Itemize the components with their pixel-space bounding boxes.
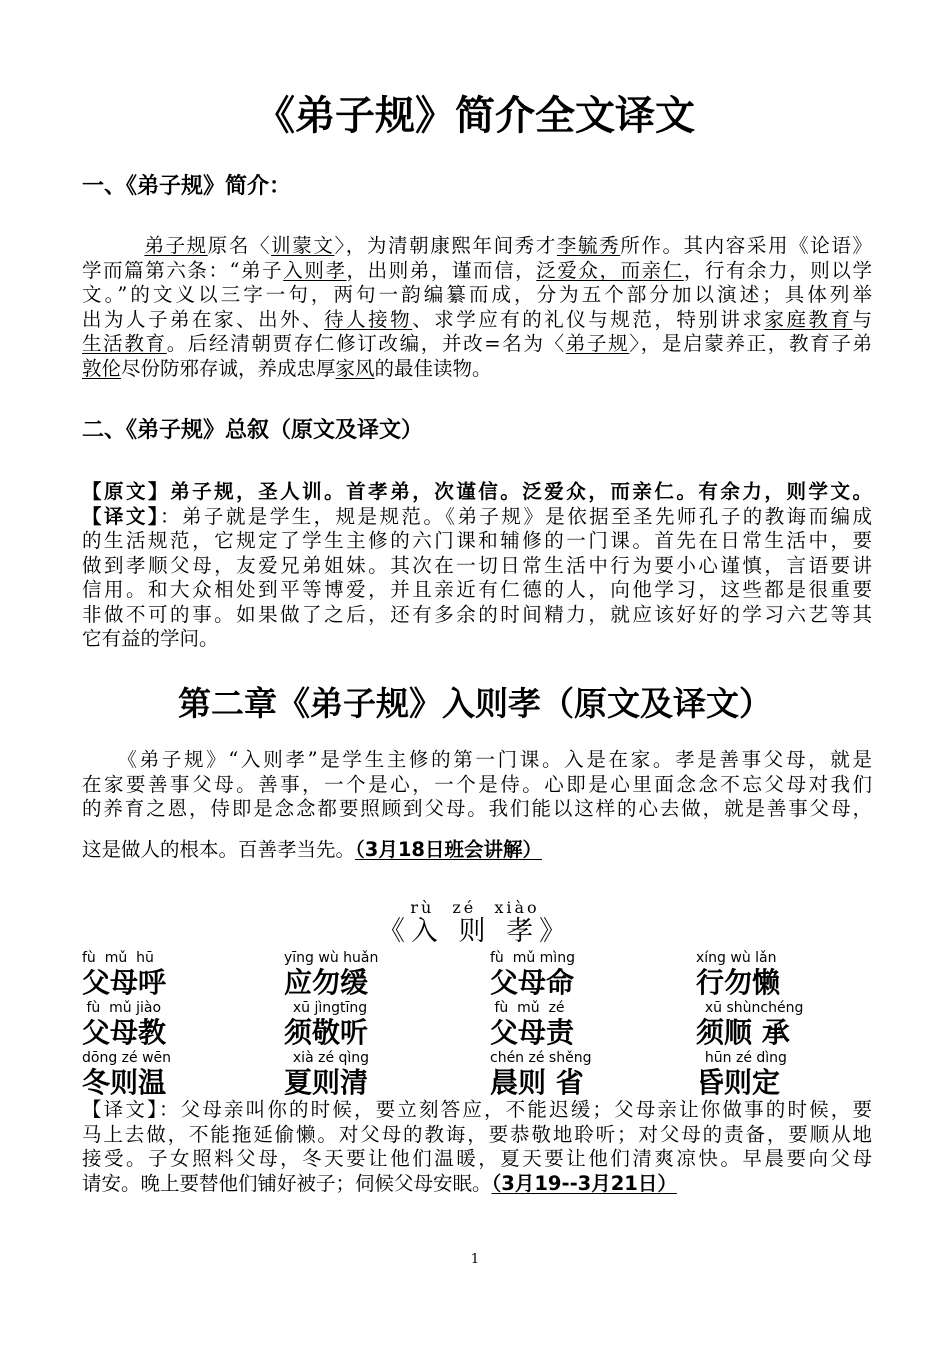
phrase-characters: 父母教 <box>82 1016 167 1049</box>
underlined-term: 待人接物 <box>324 307 413 331</box>
chapter-intro-last-line <box>82 838 872 863</box>
phrase-characters: 冬则温 <box>82 1066 167 1099</box>
underlined-term: 家庭教育 <box>764 307 853 331</box>
original-label: 【原文】 <box>82 480 171 503</box>
intro-line <box>82 308 872 333</box>
intro-line <box>82 283 872 308</box>
intro-line <box>82 332 872 357</box>
translation-line <box>82 1172 872 1197</box>
intro-text: 〉，是启蒙养正，教育子弟 <box>629 332 872 355</box>
phrase-pinyin: chén zé shěng <box>490 1050 592 1066</box>
poem-phrase <box>490 1050 640 1100</box>
translation-line: 的生活规范，它规定了学生主修的六门课和辅修的一门课。首先在日常生活中，要 <box>82 529 872 552</box>
phrase-pinyin: fù mǔ hū <box>82 950 154 966</box>
intro-line <box>82 234 872 259</box>
phrase-characters: 昏则定 <box>696 1066 781 1099</box>
original-text-line <box>82 480 872 505</box>
page-number: 1 <box>470 1252 480 1267</box>
poem-phrase <box>490 950 640 1000</box>
intro-text: ，行有余力，则以学 <box>683 258 872 282</box>
poem-phrase <box>82 950 232 1000</box>
poem-phrase <box>490 1000 640 1050</box>
translation-line: 它有益的学问。 <box>82 627 219 650</box>
poem-title-pinyin: rù zé xiào <box>410 898 540 917</box>
poem-phrase <box>82 1050 232 1100</box>
phrase-characters: 行勿懒 <box>696 966 781 999</box>
document-title: 《弟子规》简介全文译文 <box>255 93 695 139</box>
translation-line <box>82 1098 872 1123</box>
underlined-term: 训蒙文 <box>271 234 335 257</box>
intro-line <box>82 259 872 284</box>
poem-phrase <box>696 950 846 1000</box>
intro-line <box>82 357 872 382</box>
underlined-term: 李毓秀 <box>556 234 621 257</box>
translation-label: 【译文】 <box>82 1098 159 1121</box>
phrase-pinyin: fù mǔ zé <box>490 1000 565 1016</box>
poem-title: 《入 则 孝》 <box>377 916 573 947</box>
phrase-pinyin: dōng zé wēn <box>82 1050 172 1066</box>
translation-line <box>82 505 872 530</box>
intro-paragraph <box>82 234 872 381</box>
translation-line: 非做不可的事。如果做了之后，还有多余的时间精力，就应该好好的学习六艺等其 <box>82 602 872 626</box>
lesson-dates: （3月19--3月21日） <box>491 1171 677 1195</box>
translation-line: 做到孝顺父母，友爱兄弟姐妹。其次在一切日常生活中行为要小心谨慎，言语要讲 <box>82 553 872 577</box>
intro-text: 所作。其内容采用《论语》 <box>620 234 872 257</box>
phrase-characters: 晨则 省 <box>490 1066 584 1099</box>
intro-text: 尽份防邪存诚，养成忠厚 <box>121 356 336 380</box>
intro-text: 学而篇第六条：“弟子 <box>82 258 284 282</box>
underlined-term: 入则孝 <box>283 258 347 282</box>
phrase-characters: 须顺 承 <box>696 1016 790 1049</box>
poem-phrase <box>284 1000 434 1050</box>
lecture-date: （3月18日班会讲解） <box>355 838 542 861</box>
poem-phrase <box>284 950 434 1000</box>
phrase-characters: 须敬听 <box>284 1016 369 1049</box>
underlined-term: 弟子规 <box>565 332 630 355</box>
phrase-pinyin: fù mǔ jiào <box>82 1000 162 1016</box>
intro-text: ，出则弟，谨而信， <box>346 258 537 282</box>
intro-text: 、求学应有的礼仪与规范，特别讲求 <box>412 307 765 331</box>
underlined-term: 敦伦 <box>82 356 122 380</box>
intro-line: 《弟子规》“入则孝”是学生主修的第一门课。入是在家。孝是善事父母，就是 <box>82 748 872 771</box>
poem-phrase <box>696 1000 846 1050</box>
section-heading-summary: 二、《弟子规》总叙（原文及译文） <box>82 418 424 443</box>
phrase-pinyin: fù mǔ mìng <box>490 950 575 966</box>
phrase-characters: 夏则清 <box>284 1066 369 1099</box>
translation-last-text: 请安。晚上要替他们铺好被子；伺候父母安眠。 <box>82 1171 492 1195</box>
intro-line: 的养育之恩，侍即是念念都要照顾到父母。我们能以这样的心去做，就是善事父母， <box>82 797 872 820</box>
chapter-intro-paragraph <box>82 748 872 822</box>
poem-translation-paragraph <box>82 1098 872 1196</box>
intro-text: 原名〈 <box>207 234 272 257</box>
phrase-characters: 父母责 <box>490 1016 575 1049</box>
translation-text: ：父母亲叫你的时候，要立刻答应，不能迟缓；父母亲让你做事的时候，要 <box>158 1098 872 1121</box>
poem-phrase <box>284 1050 434 1100</box>
intro-line <box>82 838 872 863</box>
intro-text: 与 <box>852 307 872 331</box>
intro-text: 文。”的文义以三字一句，两句一韵编纂而成，分为五个部分加以演述；具体列举 <box>82 283 872 306</box>
translation-line: 信用。和大众相处到平等博爱，并且亲近有仁德的人，向他学习，这些都是很重要 <box>82 578 872 601</box>
phrase-pinyin: yīng wù huǎn <box>284 950 379 966</box>
underlined-term: 弟子规 <box>144 234 208 257</box>
translation-line: 马上去做，不能拖延偷懒。对父母的教诲，要恭敬地聆听；对父母的责备，要顺从地 <box>82 1122 872 1146</box>
intro-text: 出为人子弟在家、出外、 <box>82 307 325 331</box>
poem-phrase <box>82 1000 232 1050</box>
poem-phrase <box>696 1050 846 1100</box>
intro-last-text: 这是做人的根本。百善孝当先。 <box>82 838 356 861</box>
intro-text <box>82 234 144 257</box>
summary-paragraph <box>82 480 872 652</box>
chapter-heading: 第二章《弟子规》入则孝（原文及译文） <box>178 684 772 723</box>
translation-text: ：弟子就是学生，规是规范。《弟子规》是依据至圣先师孔子的教诲而编成 <box>160 504 872 528</box>
intro-text: 。后经清朝贾存仁修订改编，并改=名为〈 <box>166 332 566 355</box>
phrase-pinyin: xū jìngtīng <box>284 1000 368 1016</box>
underlined-term: 生活教育 <box>82 332 167 355</box>
phrase-characters: 父母呼 <box>82 966 167 999</box>
translation-label: 【译文】 <box>82 504 161 528</box>
phrase-pinyin: hūn zé dìng <box>696 1050 787 1066</box>
original-text: 弟子规，圣人训。首孝弟，次谨信。泛爱众，而亲仁。有余力，则学文。 <box>170 480 872 503</box>
phrase-pinyin: xíng wù lǎn <box>696 950 777 966</box>
intro-text: 〉，为清朝康熙年间秀才 <box>334 234 557 257</box>
intro-text: 的最佳读物。 <box>374 356 492 380</box>
section-heading-intro: 一、《弟子规》简介： <box>82 174 292 199</box>
phrase-characters: 应勿缓 <box>284 966 369 999</box>
underlined-term: 家风 <box>335 356 375 380</box>
phrase-pinyin: xià zé qìng <box>284 1050 370 1066</box>
translation-line: 接受。子女照料父母，冬天要让他们温暖，夏天要让他们清爽凉快。早晨要向父母 <box>82 1147 872 1170</box>
underlined-term: 泛爱众，而亲仁 <box>536 258 684 282</box>
phrase-characters: 父母命 <box>490 966 575 999</box>
intro-line: 在家要善事父母。善事，一个是心，一个是侍。心即是心里面念念不忘父母对我们 <box>82 772 872 796</box>
phrase-pinyin: xū shùnchéng <box>696 1000 804 1016</box>
